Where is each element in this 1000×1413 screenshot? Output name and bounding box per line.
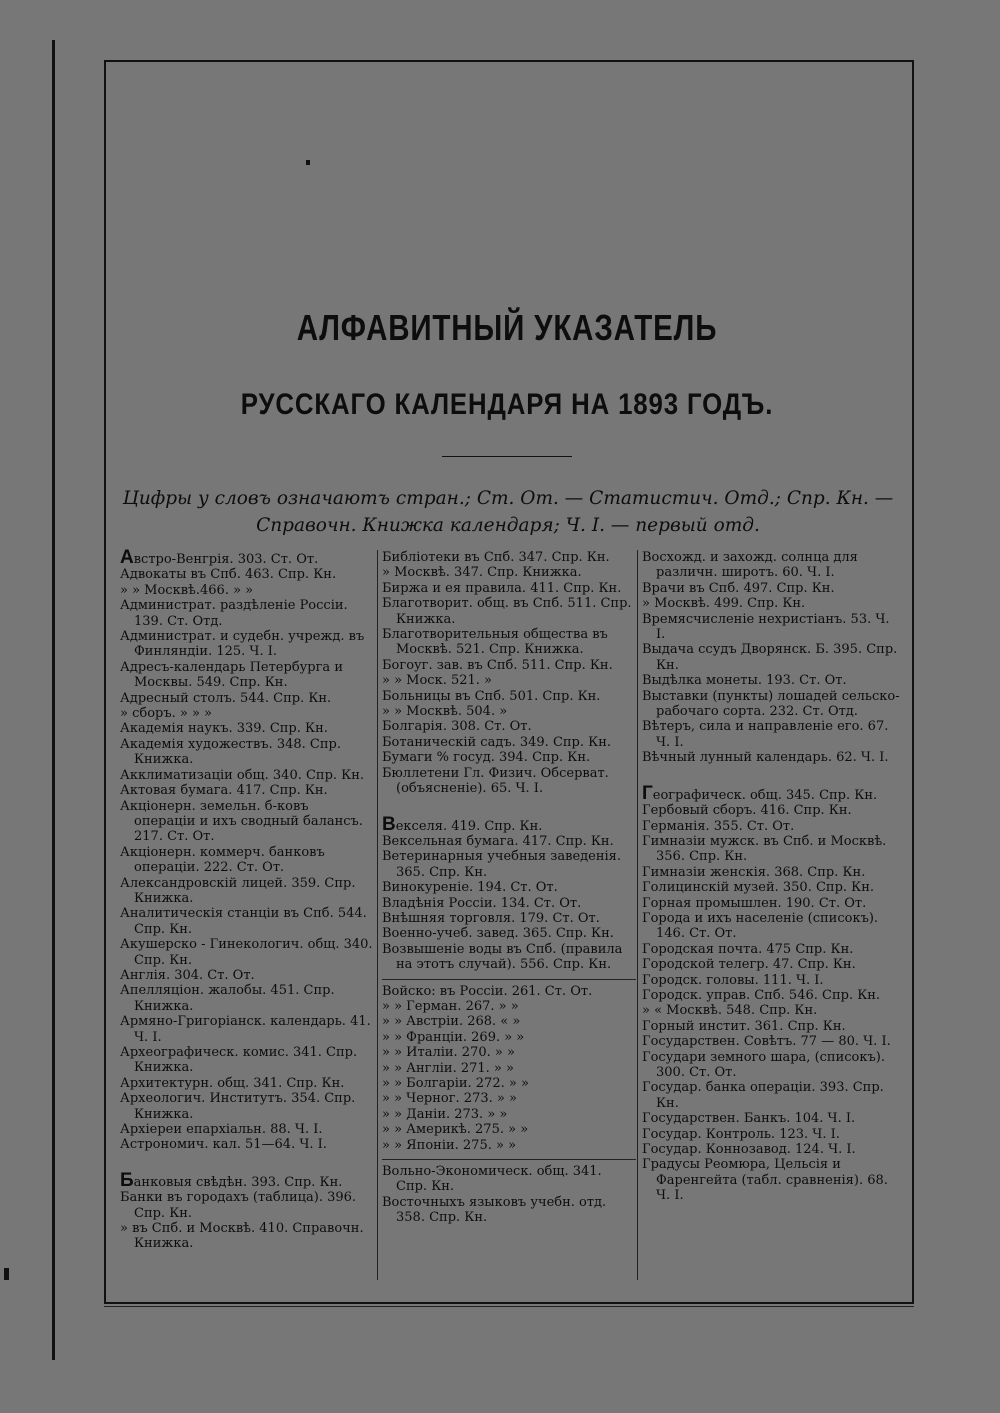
index-entry (642, 911, 900, 942)
entry-text: » Москвѣ. 347. Спр. Книжка. (382, 565, 582, 581)
entry-text: Городской телегр. 47. Спр. Кн. (642, 957, 856, 973)
index-entry (382, 1091, 636, 1106)
entry-text: Государствен. Банкъ. 104. Ч. I. (642, 1111, 856, 1127)
entry-text: Государствен. Совѣтъ. 77 — 80. Ч. I. (642, 1034, 891, 1050)
index-entry (642, 1003, 900, 1018)
entry-text: Благотворит. общ. въ Спб. 511. Спр. Книжка. (382, 596, 632, 627)
index-entry (120, 721, 374, 736)
section-gap (382, 797, 636, 817)
entry-text: Акціонерн. коммерч. банковъ операціи. 222. Ст. От. (120, 844, 325, 876)
index-entry (120, 799, 374, 845)
entry-text: Военно-учеб. завед. 365. Спр. Кн. (382, 926, 614, 942)
index-entry (382, 689, 636, 704)
entry-text: Адвокаты въ Спб. 463. Спр. Кн. (120, 567, 337, 583)
index-entry (120, 1091, 374, 1122)
entry-text: Благотворительныя общества въ Москвѣ. 521. Спр. Книжка. (382, 627, 608, 658)
index-entry (382, 1164, 636, 1195)
index-column-2 (382, 550, 636, 1226)
index-entry (642, 782, 900, 804)
index-entry (382, 658, 636, 673)
entry-text: Горный инстит. 361. Спр. Кн. (642, 1018, 846, 1034)
page-frame-bottom-rule (104, 1306, 914, 1307)
entry-text: Города и ихъ населеніе (списокъ). 146. Ст. От. (642, 910, 879, 942)
index-entry (382, 1061, 636, 1076)
entry-text: Академія наукъ. 339. Спр. Кн. (120, 721, 328, 737)
index-entry (642, 834, 900, 865)
entry-text: Армяно-Григоріанск. календарь. 41. Ч. I. (120, 1014, 371, 1045)
entry-text: Ветеринарныя учебныя заведенія. 365. Спр. Кн. (382, 849, 622, 880)
index-entry (120, 968, 374, 983)
entry-text: Винокуреніе. 194. Ст. От. (382, 880, 558, 896)
index-entry (120, 567, 374, 582)
index-entry (382, 911, 636, 926)
entry-text: Англія. 304. Ст. От. (120, 967, 255, 983)
index-section (382, 550, 636, 797)
entry-text: » » Даніи. 273. » » (382, 1106, 508, 1122)
index-entry (120, 1045, 374, 1076)
entry-text: Бюллетени Гл. Физич. Обсерват. (объясненіе). 65. Ч. I. (382, 765, 609, 797)
index-entry (642, 880, 900, 895)
entry-text: » въ Спб. и Москвѣ. 410. Справочн. Книжка. (120, 1221, 364, 1252)
index-entry (642, 973, 900, 988)
index-section (120, 547, 374, 1153)
index-entry (382, 984, 636, 999)
entry-text: Акціонерн. земельн. б-ковъ операціи и ихъ сводный балансъ. 217. Ст. От. (120, 798, 363, 845)
index-column-3 (642, 550, 900, 1204)
index-entry (642, 596, 900, 611)
page-subtitle: РУССКАГО КАЛЕНДАРЯ НА 1893 ГОДЪ. (240, 388, 774, 421)
entry-text: Археографическ. комис. 341. Спр. Книжка. (120, 1045, 358, 1076)
entry-text: еографическ. общ. 345. Спр. Кн. (652, 787, 878, 803)
index-entry (382, 926, 636, 941)
entry-text: Горная промышлен. 190. Ст. От. (642, 895, 867, 911)
entry-text: Академія художествъ. 348. Спр. Книжка. (120, 736, 341, 768)
entry-text: Болгарія. 308. Ст. От. (382, 719, 532, 735)
index-entry (120, 706, 374, 721)
index-entry (642, 1019, 900, 1034)
index-entry (120, 983, 374, 1014)
index-entry (382, 896, 636, 911)
index-entry (382, 834, 636, 849)
entry-text: Городская почта. 475 Спр. Кн. (642, 941, 854, 957)
entry-text: Голицинскій музей. 350. Спр. Кн. (642, 880, 875, 896)
abbreviation-legend (108, 485, 908, 539)
index-entry (382, 704, 636, 719)
entry-text: » « Москвѣ. 548. Спр. Кн. (642, 1003, 818, 1019)
section-initial: В (382, 813, 396, 835)
entry-text: » » Италіи. 270. » » (382, 1045, 515, 1061)
entry-text: Биржа и ея правила. 411. Спр. Кн. (382, 580, 622, 596)
index-entry (120, 1076, 374, 1091)
entry-text: Германія. 355. Ст. От. (642, 818, 795, 834)
entry-text: » » Моск. 521. » (382, 673, 493, 689)
entry-text: Государи земного шара, (списокъ). 300. Ст. От. (642, 1049, 885, 1080)
index-entry (120, 691, 374, 706)
index-entry (382, 813, 636, 835)
column-divider (377, 550, 378, 1280)
entry-text: » » Москвѣ.466. » » (120, 582, 254, 598)
index-entry (120, 547, 374, 568)
index-entry (642, 1127, 900, 1142)
entry-text: Государ. Коннозавод. 124. Ч. I. (642, 1142, 856, 1158)
index-entry (642, 581, 900, 596)
entry-text: Акклиматизаціи общ. 340. Спр. Кн. (120, 767, 365, 783)
index-entry (120, 937, 374, 968)
entry-text: Администрат. раздѣленіе Россіи. 139. Ст. Отд. (120, 598, 348, 629)
entry-text: Администрат. и судебн. учрежд. въ Финляндіи. 125. Ч. I. (120, 629, 365, 660)
entry-text: Градусы Реомюра, Цельсія и Фаренгейта (табл. сравненія). 68. Ч. I. (642, 1157, 888, 1204)
section-rule (382, 979, 636, 980)
entry-text: Внѣшняя торговля. 179. Ст. От. (382, 910, 600, 926)
index-entry (642, 819, 900, 834)
entry-text: Вексельная бумага. 417. Спр. Кн. (382, 833, 614, 849)
index-entry (382, 1014, 636, 1029)
index-entry (642, 1034, 900, 1049)
legend-line: Цифры у словъ означаютъ стран.; Ст. От. — Статистич. Отд.; Спр. Кн. — (122, 488, 894, 509)
entry-text: Адресный столъ. 544. Спр. Кн. (120, 690, 332, 706)
entry-text: Времясчисленіе нехристіанъ. 53. Ч. I. (642, 611, 890, 643)
entry-text: Александровскій лицей. 359. Спр. Книжка. (120, 875, 356, 906)
index-entry (382, 719, 636, 734)
section-initial: А (120, 547, 134, 568)
entry-text: Акушерско - Гинекологич. общ. 340. Спр. Кн. (120, 937, 373, 968)
entry-text: Адресъ-календарь Петербурга и Москвы. 549. Спр. Кн. (120, 659, 343, 691)
entry-text: » » Болгаріи. 272. » » (382, 1076, 529, 1091)
index-entry (382, 766, 636, 797)
index-entry (382, 1138, 636, 1153)
entry-text: Врачи въ Спб. 497. Спр. Кн. (642, 580, 835, 596)
entry-text: екселя. 419. Спр. Кн. (395, 818, 543, 834)
index-entry (120, 598, 374, 629)
index-entry (120, 906, 374, 937)
entry-text: Восхожд. и захожд. солнца для различн. широтъ. 60. Ч. I. (642, 550, 858, 581)
entry-text: » Москвѣ. 499. Спр. Кн. (642, 596, 806, 612)
index-entry (642, 750, 900, 765)
index-entry (382, 999, 636, 1014)
index-entry (382, 849, 636, 880)
index-entry (382, 550, 636, 565)
entry-text: » » Москвѣ. 504. » (382, 704, 508, 720)
index-section (382, 984, 636, 1153)
index-column-1 (120, 547, 374, 1252)
entry-text: Войско: въ Россіи. 261. Ст. От. (382, 983, 593, 999)
entry-text: Апелляціон. жалобы. 451. Спр. Книжка. (120, 983, 335, 1014)
entry-text: Государ. банка операціи. 393. Спр. Кн. (642, 1080, 884, 1111)
page-title: АЛФАВИТНЫЙ УКАЗАТЕЛЬ (296, 307, 718, 348)
entry-text: встро-Венгрія. 303. Ст. От. (133, 552, 319, 567)
index-entry (120, 783, 374, 798)
index-entry (120, 1014, 374, 1045)
index-entry (382, 1122, 636, 1137)
index-section (642, 782, 900, 1204)
legend-line: Справочн. Книжка календаря; Ч. I. — первый отд. (256, 515, 760, 536)
entry-text: Гербовый сборъ. 416. Спр. Кн. (642, 803, 852, 819)
entry-text: Вѣчный лунный календарь. 62. Ч. I. (642, 750, 889, 766)
index-entry (120, 629, 374, 660)
index-entry (120, 737, 374, 768)
index-entry (382, 880, 636, 895)
entry-text: Гимназіи мужск. въ Спб. и Москвѣ. 356. Спр. Кн. (642, 833, 887, 865)
entry-text: Больницы въ Спб. 501. Спр. Кн. (382, 688, 601, 704)
index-section (382, 1164, 636, 1226)
index-entry (382, 750, 636, 765)
index-entry (382, 1030, 636, 1045)
index-entry (642, 689, 900, 720)
index-entry (382, 565, 636, 580)
entry-text: Бумаги % госуд. 394. Спр. Кн. (382, 750, 591, 766)
entry-text: Восточныхъ языковъ учебн. отд. 358. Спр. Кн. (382, 1194, 607, 1226)
section-rule (382, 1159, 636, 1160)
index-entry (382, 581, 636, 596)
index-entry (120, 1190, 374, 1221)
title-rule (442, 456, 572, 457)
index-entry (642, 865, 900, 880)
index-entry (642, 612, 900, 643)
column-divider (637, 550, 638, 1280)
entry-text: Библіотеки въ Спб. 347. Спр. Кн. (382, 550, 610, 565)
entry-text: Вѣтеръ, сила и направленіе его. 67. Ч. I. (642, 719, 889, 750)
entry-text: Архитектурн. общ. 341. Спр. Кн. (120, 1075, 345, 1091)
index-entry (120, 845, 374, 876)
index-entry (642, 942, 900, 957)
index-entry (382, 673, 636, 688)
entry-text: Выдѣлка монеты. 193. Ст. От. (642, 673, 847, 689)
entry-text: » » Герман. 267. » » (382, 998, 519, 1014)
index-entry (120, 1137, 374, 1152)
index-entry (382, 596, 636, 627)
entry-text: Государ. Контроль. 123. Ч. I. (642, 1126, 840, 1142)
index-entry (382, 1076, 636, 1091)
index-entry (642, 896, 900, 911)
entry-text: Городск. головы. 111. Ч. I. (642, 972, 824, 988)
index-entry (642, 1111, 900, 1126)
index-entry (642, 550, 900, 581)
entry-text: » » Черног. 273. » » (382, 1091, 517, 1107)
entry-text: анковыя свѣдѣн. 393. Спр. Кн. (133, 1174, 343, 1190)
index-entry (642, 957, 900, 972)
entry-text: » » Австріи. 268. « » (382, 1014, 521, 1030)
index-entry (120, 768, 374, 783)
index-entry (382, 1107, 636, 1122)
entry-text: Вольно-Экономическ. общ. 341. Спр. Кн. (382, 1164, 602, 1195)
index-entry (382, 942, 636, 973)
index-section (382, 813, 636, 973)
entry-text: Ботаническій садъ. 349. Спр. Кн. (382, 734, 612, 750)
index-entry (382, 1195, 636, 1226)
entry-text: Актовая бумага. 417. Спр. Кн. (120, 783, 328, 799)
margin-rule (52, 40, 55, 1360)
entry-text: » » Японіи. 275. » » (382, 1137, 517, 1153)
entry-text: Владѣнія Россіи. 134. Ст. От. (382, 895, 582, 911)
scan-speck (4, 1268, 9, 1280)
index-section (120, 1169, 374, 1252)
index-section (642, 550, 900, 766)
index-entry (120, 1122, 374, 1137)
entry-text: Банки въ городахъ (таблица). 396. Спр. Кн. (120, 1190, 357, 1221)
entry-text: Богоуг. зав. въ Спб. 511. Спр. Кн. (382, 657, 613, 673)
index-entry (642, 1080, 900, 1111)
index-entry (642, 1157, 900, 1203)
entry-text: » » Англіи. 271. » » (382, 1060, 514, 1076)
entry-text: Выдача ссудъ Дворянск. Б. 395. Спр. Кн. (642, 642, 898, 673)
index-entry (120, 1221, 374, 1252)
index-entry (642, 673, 900, 688)
index-entry (642, 988, 900, 1003)
entry-text: » » Франціи. 269. » » (382, 1029, 525, 1045)
entry-text: Выставки (пункты) лошадей сельско-рабочаго сорта. 232. Ст. Отд. (642, 688, 900, 720)
index-entry (382, 627, 636, 658)
index-entry (642, 719, 900, 750)
entry-text: Гимназіи женскія. 368. Спр. Кн. (642, 864, 866, 880)
index-entry (382, 1045, 636, 1060)
entry-text: » сборъ. » » » (120, 706, 213, 722)
entry-text: Астрономич. кал. 51—64. Ч. I. (120, 1137, 327, 1153)
index-entry (120, 660, 374, 691)
section-gap (120, 1153, 374, 1173)
section-initial: Б (120, 1169, 134, 1191)
section-gap (642, 766, 900, 786)
index-entry (642, 1142, 900, 1157)
entry-text: Возвышеніе воды въ Спб. (правила на этотъ случай). 556. Спр. Кн. (382, 941, 623, 973)
index-entry (642, 1050, 900, 1081)
index-entry (120, 876, 374, 907)
index-entry (120, 1169, 374, 1191)
entry-text: » » Америкѣ. 275. » » (382, 1122, 529, 1138)
entry-text: Архіереи епархіальн. 88. Ч. I. (120, 1122, 323, 1138)
entry-text: Аналитическія станціи въ Спб. 544. Спр. Кн. (120, 906, 367, 937)
index-entry (642, 803, 900, 818)
section-initial: Г (642, 782, 653, 804)
entry-text: Городск. управ. Спб. 546. Спр. Кн. (642, 987, 881, 1003)
index-entry (382, 735, 636, 750)
entry-text: Археологич. Институтъ. 354. Спр. Книжка. (120, 1091, 356, 1122)
index-entry (642, 642, 900, 673)
index-entry (120, 583, 374, 598)
